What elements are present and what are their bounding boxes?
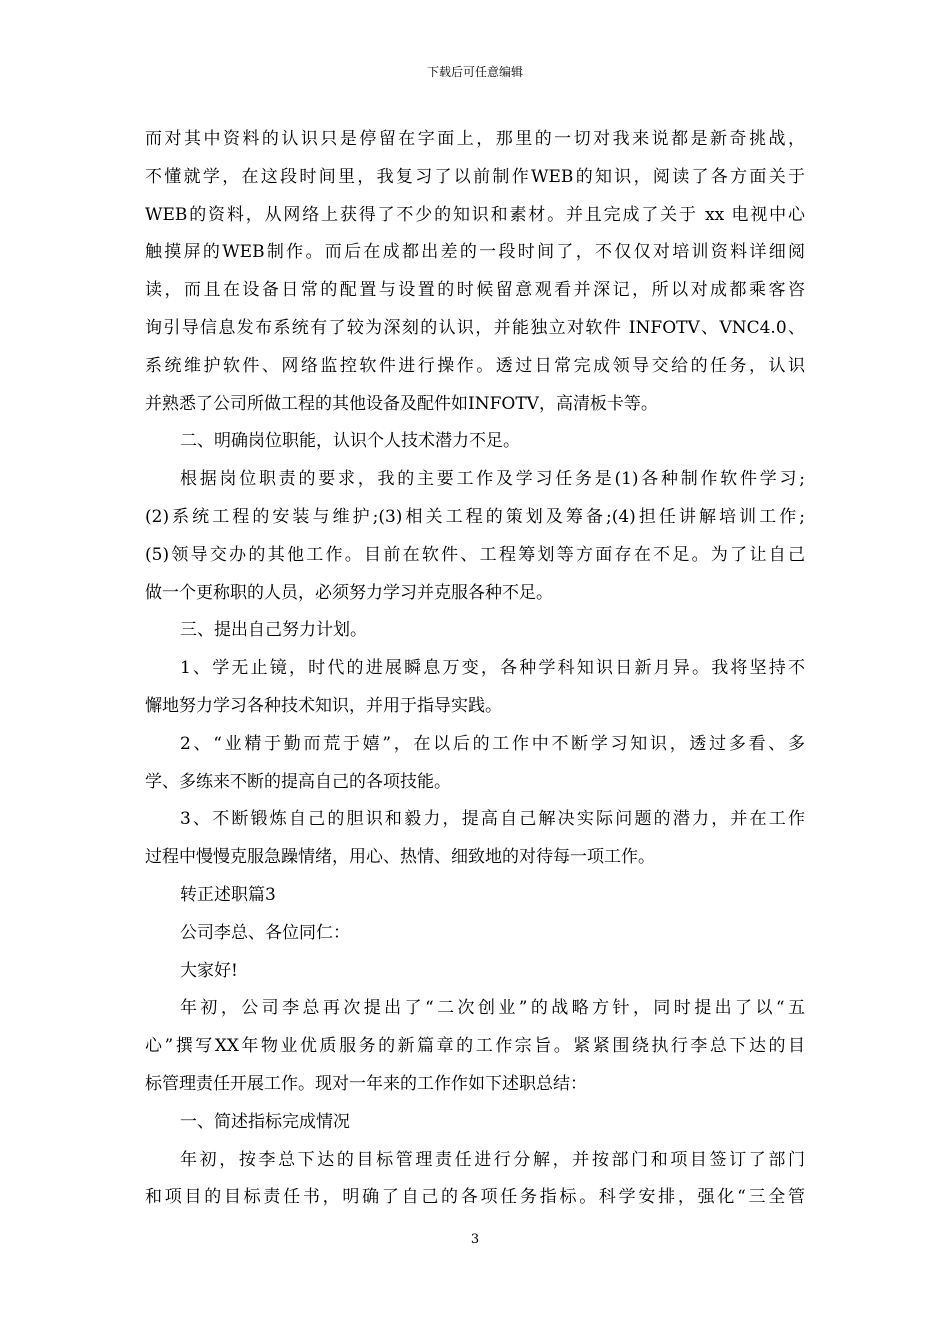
text-line: (5)领导交办的其他工作。目前在软件、工程筹划等方面存在不足。为了让自己: [145, 544, 805, 565]
text-line: 做一个更称职的人员，必须努力学习并克服各种不足。: [145, 582, 553, 603]
text-line: 懈地努力学习各种技术知识，并用于指导实践。: [145, 695, 502, 716]
text-line: 不懂就学，在这段时间里，我复习了以前制作WEB的知识，阅读了各方面关于: [145, 166, 805, 187]
text-line: 询引导信息发布系统有了较为深刻的认识，并能独立对软件 INFOTV、VNC4.0、: [145, 317, 805, 338]
text-line: 2、“业精于勤而荒于嬉”，在以后的工作中不断学习知识，透过多看、多: [180, 733, 805, 754]
text-line: 根据岗位职责的要求，我的主要工作及学习任务是(1)各种制作软件学习;: [180, 469, 805, 490]
text-line: 二、明确岗位职能，认识个人技术潜力不足。: [180, 431, 520, 452]
text-line: 公司李总、各位同仁：: [180, 922, 350, 943]
text-line: 大家好!: [180, 960, 238, 981]
text-line: 年初，按李总下达的目标管理责任进行分解，并按部门和项目签订了部门: [180, 1149, 805, 1170]
text-line: 系统维护软件、网络监控软件进行操作。透过日常完成领导交给的任务，认识: [145, 355, 805, 376]
text-line: (2)系统工程的安装与维护;(3)相关工程的策划及筹备;(4)担任讲解培训工作;: [145, 506, 805, 527]
text-line: 三、提出自己努力计划。: [180, 620, 367, 641]
page-header: 下载后可任意编辑: [426, 65, 523, 79]
text-line: 过程中慢慢克服急躁情绪，用心、热情、细致地的对待每一项工作。: [145, 847, 655, 868]
text-line: 学、多练来不断的提高自己的各项技能。: [145, 771, 451, 792]
text-line: 标管理责任开展工作。现对一年来的工作作如下述职总结：: [145, 1073, 587, 1094]
text-line: 触摸屏的WEB制作。而后在成都出差的一段时间了，不仅仅对培训资料详细阅: [145, 242, 805, 263]
text-line: 1、学无止镜，时代的进展瞬息万变，各种学科知识日新月异。我将坚持不: [180, 658, 805, 679]
text-line: 转正述职篇3: [180, 884, 276, 905]
text-line: WEB的资料，从网络上获得了不少的知识和素材。并且完成了关于 xx 电视中心: [145, 204, 805, 225]
text-line: 年初，公司李总再次提出了“二次创业”的战略方针，同时提出了以“五: [180, 998, 805, 1019]
page-number: 3: [470, 1232, 480, 1247]
text-line: 3、不断锻炼自己的胆识和毅力，提高自己解决实际问题的潜力，并在工作: [180, 809, 805, 830]
document-body: [145, 121, 805, 1217]
text-line: 并熟悉了公司所做工程的其他设备及配件如INFOTV，高清板卡等。: [145, 393, 658, 414]
text-line: 而对其中资料的认识只是停留在字面上，那里的一切对我来说都是新奇挑战，: [145, 129, 805, 149]
text-line: 读，而且在设备日常的配置与设置的时候留意观看并深记，所以对成都乘客咨: [145, 280, 805, 301]
text-line: 心”撰写XX年物业优质服务的新篇章的工作宗旨。紧紧围绕执行李总下达的目: [145, 1036, 805, 1057]
text-line: 一、简述指标完成情况: [180, 1111, 350, 1132]
text-line: 和项目的目标责任书，明确了自己的各项任务指标。科学安排，强化“三全管: [145, 1187, 805, 1208]
